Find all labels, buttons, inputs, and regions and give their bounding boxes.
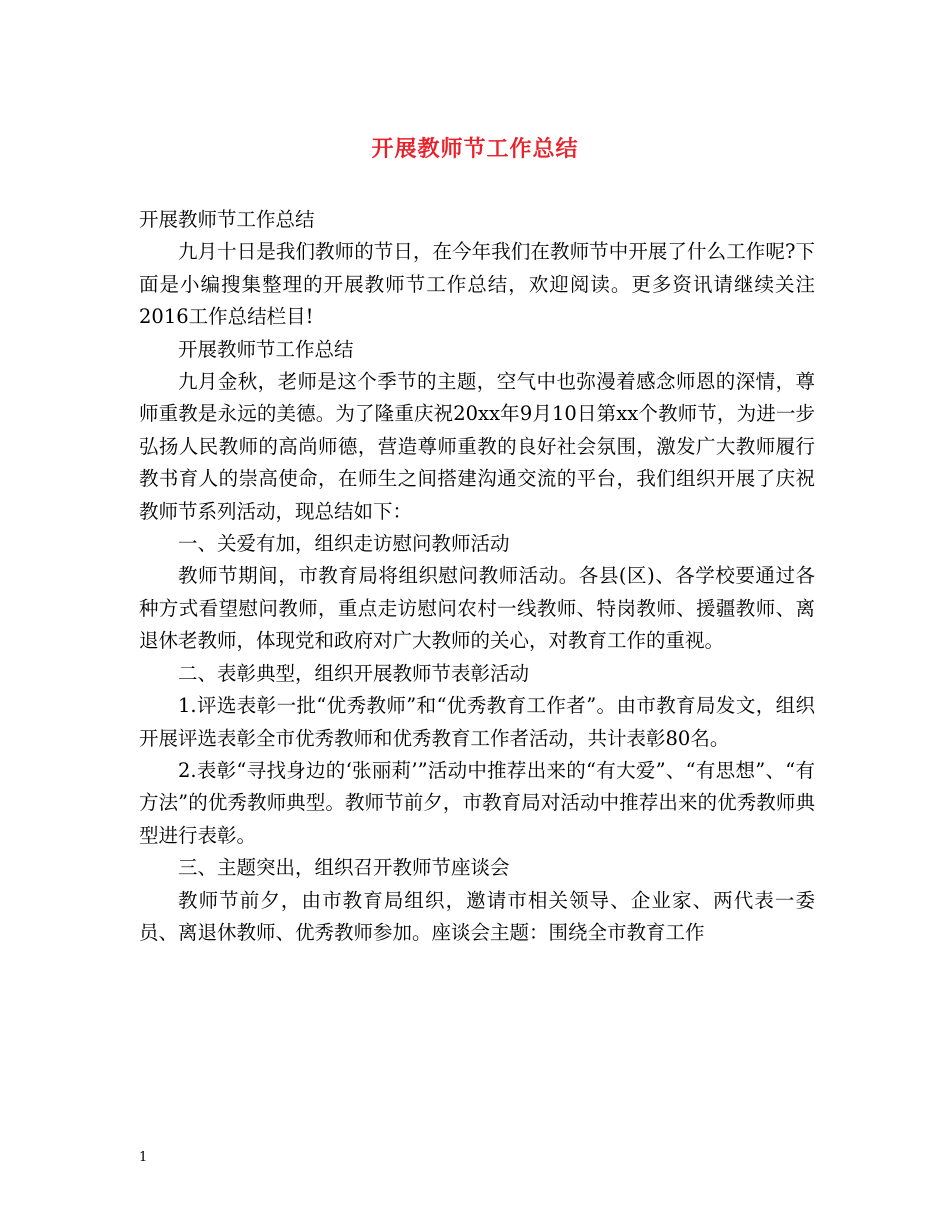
- paragraph: 开展教师节工作总结: [139, 208, 315, 231]
- page-number: 1: [139, 1150, 148, 1165]
- paragraph: 九月金秋，老师是这个季节的主题，空气中也弥漫着感念师恩的深情，尊师重教是永远的美德。为了隆重庆祝20xx年9月10日第xx个教师节，为进一步弘扬人民教师的高尚师德，营造尊师重教的良好社会氛围，激发广大教师履行教书育人的崇高使命，在师生之间搭建沟通交流的平台，我们组织开展了庆祝教师节系列活动，现总结如下：: [139, 370, 815, 523]
- document-body: [139, 204, 815, 949]
- section-heading: 一、关爱有加，组织走访慰问教师活动: [178, 532, 510, 556]
- section-heading: 三、主题突出，组织召开教师节座谈会: [178, 856, 510, 880]
- paragraph: 教师节期间，市教育局将组织慰问教师活动。各县(区)、各学校要通过各种方式看望慰问教师，重点走访慰问农村一线教师、特岗教师、援疆教师、离退休老教师，体现党和政府对广大教师的关心，对教育工作的重视。: [139, 564, 815, 653]
- paragraph: 1.评选表彰一批“优秀教师”和“优秀教育工作者”。由市教育局发文，组织开展评选表彰全市优秀教师和优秀教育工作者活动，共计表彰80名。: [139, 694, 815, 750]
- paragraph: 开展教师节工作总结: [178, 337, 354, 361]
- paragraph: 2.表彰“寻找身边的‘张丽莉’”活动中推荐出来的“有大爱”、“有思想”、“有方法”的优秀教师典型。教师节前夕，市教育局对活动中推荐出来的优秀教师典型进行表彰。: [139, 758, 815, 847]
- section-heading: 二、表彰典型，组织开展教师节表彰活动: [178, 661, 530, 685]
- paragraph: 教师节前夕，由市教育局组织，邀请市相关领导、企业家、两代表一委员、离退休教师、优秀教师参加。座谈会主题：围绕全市教育工作: [139, 888, 815, 944]
- paragraph: 九月十日是我们教师的节日，在今年我们在教师节中开展了什么工作呢?下面是小编搜集整理的开展教师节工作总结，欢迎阅读。更多资讯请继续关注2016工作总结栏目!: [139, 240, 815, 329]
- document-title: 开展教师节工作总结: [371, 136, 579, 162]
